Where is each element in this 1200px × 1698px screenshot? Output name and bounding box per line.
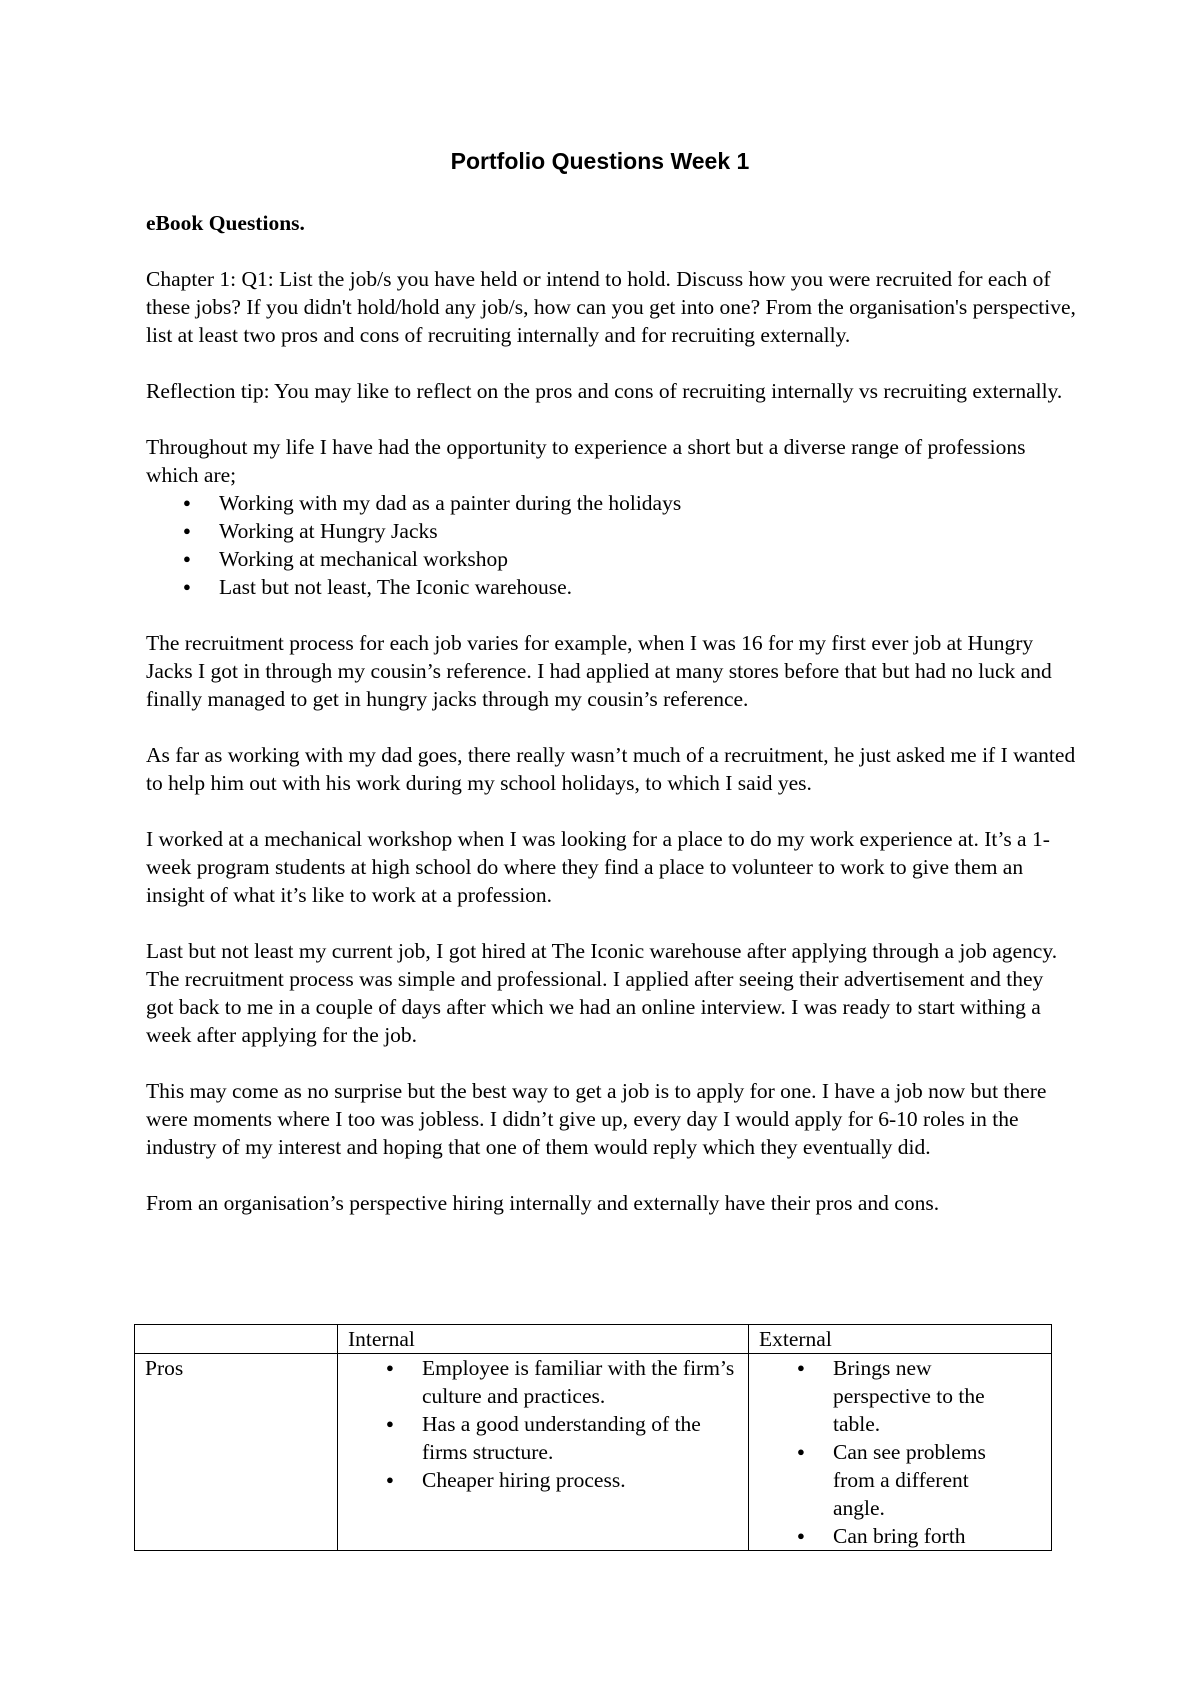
list-item: ● Working with my dad as a painter during the holidays [146, 489, 1076, 517]
list-item: ● Can bring forth [759, 1522, 999, 1550]
list-item: ● Has a good understanding of the firms structure. [348, 1410, 738, 1466]
list-item: ● Employee is familiar with the firm’s culture and practices. [348, 1354, 738, 1410]
paragraph-apply: This may come as no surprise but the best way to get a job is to apply for one. I have a job now but there were moments where I too was jobless. I didn’t give up, every day I would apply for 6-10 roles in the industry of my interest and hoping that one of them would reply which they eventually did. [146, 1079, 1047, 1159]
external-pros-cell [749, 1354, 1052, 1551]
section-heading: eBook Questions. [146, 211, 305, 235]
reflection-tip: Reflection tip: You may like to reflect on the pros and cons of recruiting internally vs recruiting externally. [146, 379, 1063, 403]
internal-pros-list [348, 1354, 738, 1494]
pros-cons-table [134, 1324, 1052, 1551]
table-header-cell [135, 1325, 338, 1354]
list-item: ● Working at Hungry Jacks [146, 517, 1076, 545]
table-intro: From an organisation’s perspective hiring internally and externally have their pros and cons. [146, 1191, 940, 1215]
row-label-pros: Pros [135, 1354, 338, 1551]
document-body [146, 209, 1076, 1217]
internal-pros-cell [338, 1354, 749, 1551]
table-header-row [135, 1325, 1052, 1354]
page-title: Portfolio Questions Week 1 [450, 148, 750, 174]
list-item: ● Brings new perspective to the table. [759, 1354, 999, 1438]
list-item: ● Cheaper hiring process. [348, 1466, 738, 1494]
external-pros-list [759, 1354, 999, 1550]
list-item: ● Working at mechanical workshop [146, 545, 1076, 573]
list-item: ● Can see problems from a different angle. [759, 1438, 999, 1522]
list-item: ● Last but not least, The Iconic warehouse. [146, 573, 1076, 601]
paragraph-dad: As far as working with my dad goes, there really wasn’t much of a recruitment, he just asked me if I wanted to help him out with his work during my school holidays, to which I said yes. [146, 743, 1076, 795]
table-header-internal: Internal [338, 1325, 749, 1354]
table-header-external: External [749, 1325, 1052, 1354]
table-row [135, 1354, 1052, 1551]
question-text: Chapter 1: Q1: List the job/s you have held or intend to hold. Discuss how you were recruited for each of these jobs? If you didn't hold/hold any job/s, how can you get into one? From the organisation's perspective, list at least two pros and cons of recruiting internally and for recruiting externally. [146, 267, 1076, 347]
jobs-list [146, 489, 1076, 601]
jobs-intro: Throughout my life I have had the opportunity to experience a short but a diverse range of professions which are; [146, 435, 1026, 487]
paragraph-workshop: I worked at a mechanical workshop when I was looking for a place to do my work experience at. It’s a 1-week program students at high school do where they find a place to volunteer to work to give them an insight of what it’s like to work at a profession. [146, 827, 1050, 907]
paragraph-recruitment: The recruitment process for each job varies for example, when I was 16 for my first ever job at Hungry Jacks I got in through my cousin’s reference. I had applied at many stores before that but had no luck and finally managed to get in hungry jacks through my cousin’s reference. [146, 631, 1052, 711]
paragraph-iconic: Last but not least my current job, I got hired at The Iconic warehouse after applying through a job agency. The recruitment process was simple and professional. I applied after seeing their advertisement and they got back to me in a couple of days after which we had an online interview. I was ready to start withing a week after applying for the job. [146, 939, 1058, 1047]
